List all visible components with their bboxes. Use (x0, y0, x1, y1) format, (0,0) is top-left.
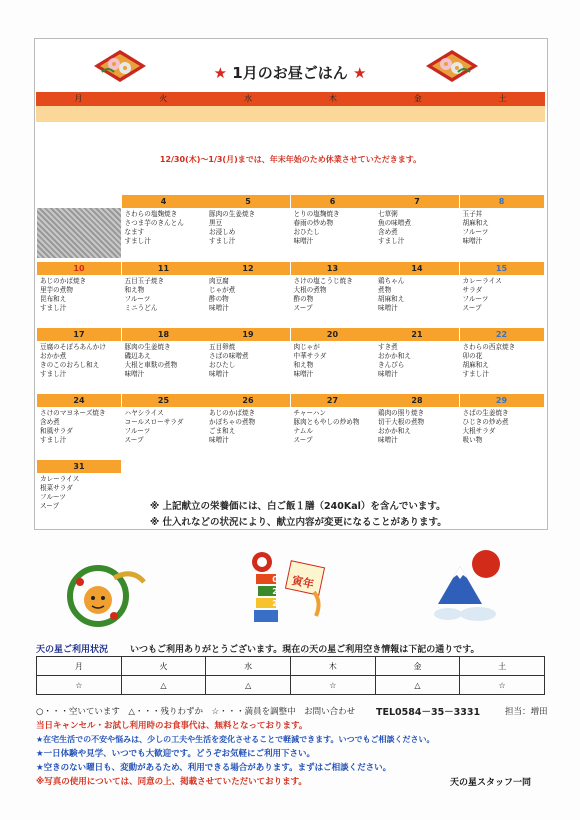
day-number: 18 (122, 328, 206, 341)
menu-item: 豆腐のそぼろあんかけ (40, 343, 106, 351)
tiger-year-sign: 寅年 (290, 573, 316, 592)
menu-item: さけのマヨネーズ焼き (40, 409, 106, 417)
menu-item: フルーツ (124, 295, 151, 303)
menu-item: さばの生姜焼き (462, 409, 509, 417)
day-number: 13 (291, 262, 375, 275)
menu-item: 含め煮 (378, 228, 398, 236)
menu-item: 味噌汁 (209, 304, 229, 312)
menu-item: フルーツ (462, 228, 489, 236)
info-line-trial: ★一日体験や見学、いつでも大歓迎です。どうぞお気軽にご利用下さい。 (36, 749, 315, 759)
status-day: 金 (375, 657, 460, 676)
menu-item: スープ (293, 436, 313, 444)
menu-item: 磯辺あえ (124, 352, 151, 360)
day-number: 20 (291, 328, 375, 341)
menu-item: 黒豆 (209, 219, 223, 227)
menu-item: 豚肉の生姜焼き (209, 210, 256, 218)
status-day: 火 (121, 657, 206, 676)
menu-item: 鶏肉の照り焼き (378, 409, 425, 417)
day-number: 27 (291, 394, 375, 407)
status-day: 水 (206, 657, 291, 676)
menu-item: コールスローサラダ (124, 418, 184, 426)
menu-item: すまし汁 (124, 237, 151, 245)
day-number: 25 (122, 394, 206, 407)
menu-item: 七草粥 (378, 210, 398, 218)
menu-items (291, 275, 375, 313)
availability-table (36, 656, 545, 695)
year-digit: 2 (272, 587, 278, 596)
weekday-tue: 火 (159, 94, 168, 103)
menu-item: 昆布和え (40, 295, 67, 303)
day-number: 29 (460, 394, 544, 407)
info-line-consult: ★在宅生活での不安や悩みは、少しの工夫や生活を変化させることで軽減できます。いつでもご相談ください。 (36, 735, 435, 744)
menu-item: とりの塩麹焼き (293, 210, 340, 218)
menu-item: 味噌汁 (293, 237, 314, 245)
menu-item: 味噌汁 (378, 436, 398, 444)
day-cell (206, 262, 290, 313)
menu-item: すまし汁 (378, 237, 405, 245)
phone-number: TEL0584－35－3331 (376, 707, 481, 718)
menu-item: すまし汁 (40, 436, 67, 444)
menu-items (460, 275, 544, 313)
status-mark: ☆ (290, 676, 375, 695)
menu-item: おひたし (209, 361, 236, 369)
menu-item: 含め煮 (40, 418, 60, 426)
menu-item: 胡麻和え (462, 361, 489, 369)
menu-item: サラダ (462, 286, 483, 294)
menu-item: 鶏ちゃん (378, 277, 405, 285)
menu-item: ハヤシライス (124, 409, 164, 417)
menu-item: おかか和え (378, 427, 411, 435)
status-mark: △ (121, 676, 206, 695)
menu-item: あじのかば焼き (209, 409, 256, 417)
day-cell (375, 262, 459, 313)
day-cell (37, 460, 121, 511)
info-line-photo: ※写真の使用については、同意の上、掲載させていただいております。 (36, 777, 307, 787)
menu-items (206, 208, 290, 246)
day-number: 26 (206, 394, 290, 407)
info-line-free-meal: 当日キャンセル・お試し利用時のお食事代は、無料となっております。 (36, 721, 308, 731)
info-line-availability: ★空きのない曜日も、変動があるため、利用できる場合があります。まずはご相談ください。 (36, 763, 392, 773)
menu-items (37, 341, 121, 379)
day-number: 21 (375, 328, 459, 341)
day-cell (291, 328, 375, 379)
star-icon: ★ (352, 64, 367, 82)
day-number: 17 (37, 328, 121, 341)
menu-items (375, 275, 459, 313)
menu-item: 大根の煮物 (293, 286, 327, 294)
menu-item: お浸しめ (209, 228, 236, 236)
menu-item: 味噌汁 (124, 370, 145, 378)
menu-items (37, 275, 121, 313)
status-mark: ☆ (37, 676, 122, 695)
day-cell (460, 394, 544, 445)
day-cell (291, 262, 375, 313)
nutrition-note: ※ 上記献立の栄養価には、白ご飯１膳（240Kal）を含んでいます。 (150, 501, 446, 512)
menu-item: 卯の花 (462, 352, 483, 360)
menu-item: なます (124, 228, 145, 236)
menu-item: 五目卵焼 (209, 343, 236, 351)
menu-item: 和え物 (293, 361, 314, 369)
day-number: 14 (375, 262, 459, 275)
status-day: 木 (290, 657, 375, 676)
menu-items (122, 341, 206, 379)
menu-item: さわらの塩麹焼き (124, 210, 178, 218)
menu-items (122, 407, 206, 445)
menu-item: 味噌汁 (378, 370, 398, 378)
menu-item: カレーライス (462, 277, 502, 285)
menu-item: 酢の物 (293, 295, 314, 303)
menu-item: すまし汁 (209, 237, 236, 245)
menu-item: すき煮 (378, 343, 398, 351)
day-number: 22 (460, 328, 544, 341)
day-cell (206, 394, 290, 445)
menu-item: 大根サラダ (462, 427, 496, 435)
day-cell (291, 394, 375, 445)
status-day: 土 (460, 657, 545, 676)
menu-item: すまし汁 (40, 304, 67, 312)
menu-item: さわらの西京焼き (462, 343, 516, 351)
menu-item: きのこのおろし和え (40, 361, 100, 369)
menu-item: おかか煮 (40, 352, 67, 360)
menu-item: 春雨の炒め物 (293, 219, 334, 227)
menu-item: おかか和え (378, 352, 411, 360)
day-cell (460, 262, 544, 313)
menu-item: さばの味噌煮 (209, 352, 249, 360)
menu-item: 吸い物 (462, 436, 483, 444)
menu-items (122, 208, 206, 246)
menu-item: 豚肉の生姜焼き (124, 343, 171, 351)
day-cell (375, 195, 459, 246)
weekday-header (36, 92, 545, 106)
status-day: 月 (37, 657, 122, 676)
menu-items (291, 341, 375, 379)
menu-item: すまし汁 (40, 370, 67, 378)
menu-item: 里芋の煮物 (40, 286, 73, 294)
day-cell (460, 328, 544, 379)
menu-item: あじのかば焼き (40, 277, 87, 285)
menu-item: 切干大根の煮物 (378, 418, 425, 426)
day-cell (206, 328, 290, 379)
menu-item: 味噌汁 (209, 436, 229, 444)
menu-item: 味噌汁 (293, 370, 314, 378)
holiday-band (36, 106, 545, 122)
menu-items (206, 341, 290, 379)
status-mark: △ (375, 676, 460, 695)
day-cell (37, 262, 121, 313)
day-cell (122, 394, 206, 445)
menu-items (291, 208, 375, 246)
menu-items (460, 208, 544, 246)
menu-items (460, 341, 544, 379)
menu-items (206, 407, 290, 445)
menu-item: 中華サラダ (293, 352, 327, 360)
menu-item: フルーツ (462, 295, 489, 303)
menu-item: 肉豆腐 (209, 277, 229, 285)
menu-item: 味噌汁 (462, 237, 483, 245)
menu-item: ごま和え (209, 427, 236, 435)
day-cell (375, 394, 459, 445)
status-message: いつもご利用ありがとうございます。現在の天の星ご利用空き情報は下記の通りです。 (130, 645, 480, 655)
weekday-wed: 水 (244, 94, 253, 103)
menu-item: スープ (40, 502, 60, 510)
menu-item: かぼちゃの煮物 (209, 418, 256, 426)
day-cell (206, 195, 290, 246)
menu-item: 酢の物 (209, 295, 229, 303)
day-number: 6 (291, 195, 375, 208)
status-mark: △ (206, 676, 291, 695)
page-title (0, 62, 580, 83)
holiday-notice: 12/30(木)〜1/3(月)までは、年末年始のため休業させていただきます。 (159, 155, 422, 164)
menu-items (37, 473, 121, 511)
menu-item: スープ (462, 304, 482, 312)
day-number: 15 (460, 262, 544, 275)
menu-item: 肉じゃが (293, 343, 320, 351)
staff-signature: 天の星スタッフ一同 (450, 778, 532, 788)
status-mark: ☆ (460, 676, 545, 695)
menu-items (375, 341, 459, 379)
day-number: 8 (460, 195, 544, 208)
day-number: 5 (206, 195, 290, 208)
day-number: 12 (206, 262, 290, 275)
menu-items (206, 275, 290, 313)
weekday-sat: 土 (498, 94, 507, 103)
status-legend: ○・・・空いています △・・・残りわずか ☆・・・満員を調整中 お問い合わせ (36, 707, 356, 717)
menu-item: 根菜サラダ (40, 484, 73, 492)
menu-items (122, 275, 206, 313)
mount-fuji-sunrise-icon (428, 548, 510, 626)
day-cell (37, 328, 121, 379)
day-cell (122, 195, 206, 246)
day-cell (37, 394, 121, 445)
menu-item: 和え物 (124, 286, 145, 294)
menu-item: 玉子丼 (462, 210, 483, 218)
menu-item: スープ (293, 304, 313, 312)
menu-item: ひじきの炒め煮 (462, 418, 509, 426)
day-number: 11 (122, 262, 206, 275)
closed-day-cell (37, 208, 121, 258)
day-number: 28 (375, 394, 459, 407)
menu-item: 煮物 (378, 286, 392, 294)
menu-item: フルーツ (40, 493, 66, 501)
day-cell (122, 262, 206, 313)
day-number: 10 (37, 262, 121, 275)
menu-item: フルーツ (124, 427, 151, 435)
day-number: 31 (37, 460, 121, 473)
day-cell (291, 195, 375, 246)
day-number: 19 (206, 328, 290, 341)
year-digit: 0 (272, 575, 278, 584)
menu-item: スープ (124, 436, 144, 444)
menu-item: 胡麻和え (378, 295, 405, 303)
weekday-fri: 金 (413, 94, 422, 103)
day-cell (122, 328, 206, 379)
menu-item: カレーライス (40, 475, 80, 483)
title-text: 1月のお昼ごはん (232, 64, 348, 82)
day-number: 24 (37, 394, 121, 407)
menu-item: 味噌汁 (378, 304, 398, 312)
menu-items (375, 407, 459, 445)
menu-item: 味噌汁 (209, 370, 229, 378)
weekday-thu: 木 (328, 94, 337, 103)
status-title: 天の星ご利用状況 (36, 645, 109, 655)
day-cell (375, 328, 459, 379)
star-icon: ★ (213, 64, 228, 82)
menu-item: きんぴら (378, 361, 405, 369)
tiger-wreath-icon (64, 560, 150, 630)
menu-item: さつま芋のきんとん (124, 219, 184, 227)
day-cell (460, 195, 544, 246)
menu-item: 胡麻和え (462, 219, 489, 227)
menu-item: じゃが煮 (209, 286, 236, 294)
menu-item: さけの塩こうじ焼き (293, 277, 353, 285)
contact-person: 担当：増田 (505, 707, 548, 717)
change-note: ※ 仕入れなどの状況により、献立内容が変更になることがあります。 (150, 517, 447, 528)
menu-items (375, 208, 459, 246)
year-digit: 2 (272, 599, 278, 608)
menu-items (291, 407, 375, 445)
weekday-mon: 月 (74, 94, 83, 103)
menu-item: 魚の味噌煮 (378, 219, 411, 227)
menu-item: すまし汁 (462, 370, 489, 378)
menu-item: おひたし (293, 228, 320, 236)
menu-item: ナムル (293, 427, 313, 435)
menu-item: 五目玉子焼き (124, 277, 165, 285)
menu-item: 和風サラダ (40, 427, 73, 435)
menu-item: ミニうどん (124, 304, 158, 312)
menu-items (460, 407, 544, 445)
day-number: 4 (122, 195, 206, 208)
menu-items (37, 407, 121, 445)
menu-item: チャーハン (293, 409, 326, 417)
year-digit: 2 (272, 563, 278, 572)
menu-item: 豚肉ともやしの炒め物 (293, 418, 360, 426)
day-number: 7 (375, 195, 459, 208)
menu-item: 大根と車麩の煮物 (124, 361, 178, 369)
